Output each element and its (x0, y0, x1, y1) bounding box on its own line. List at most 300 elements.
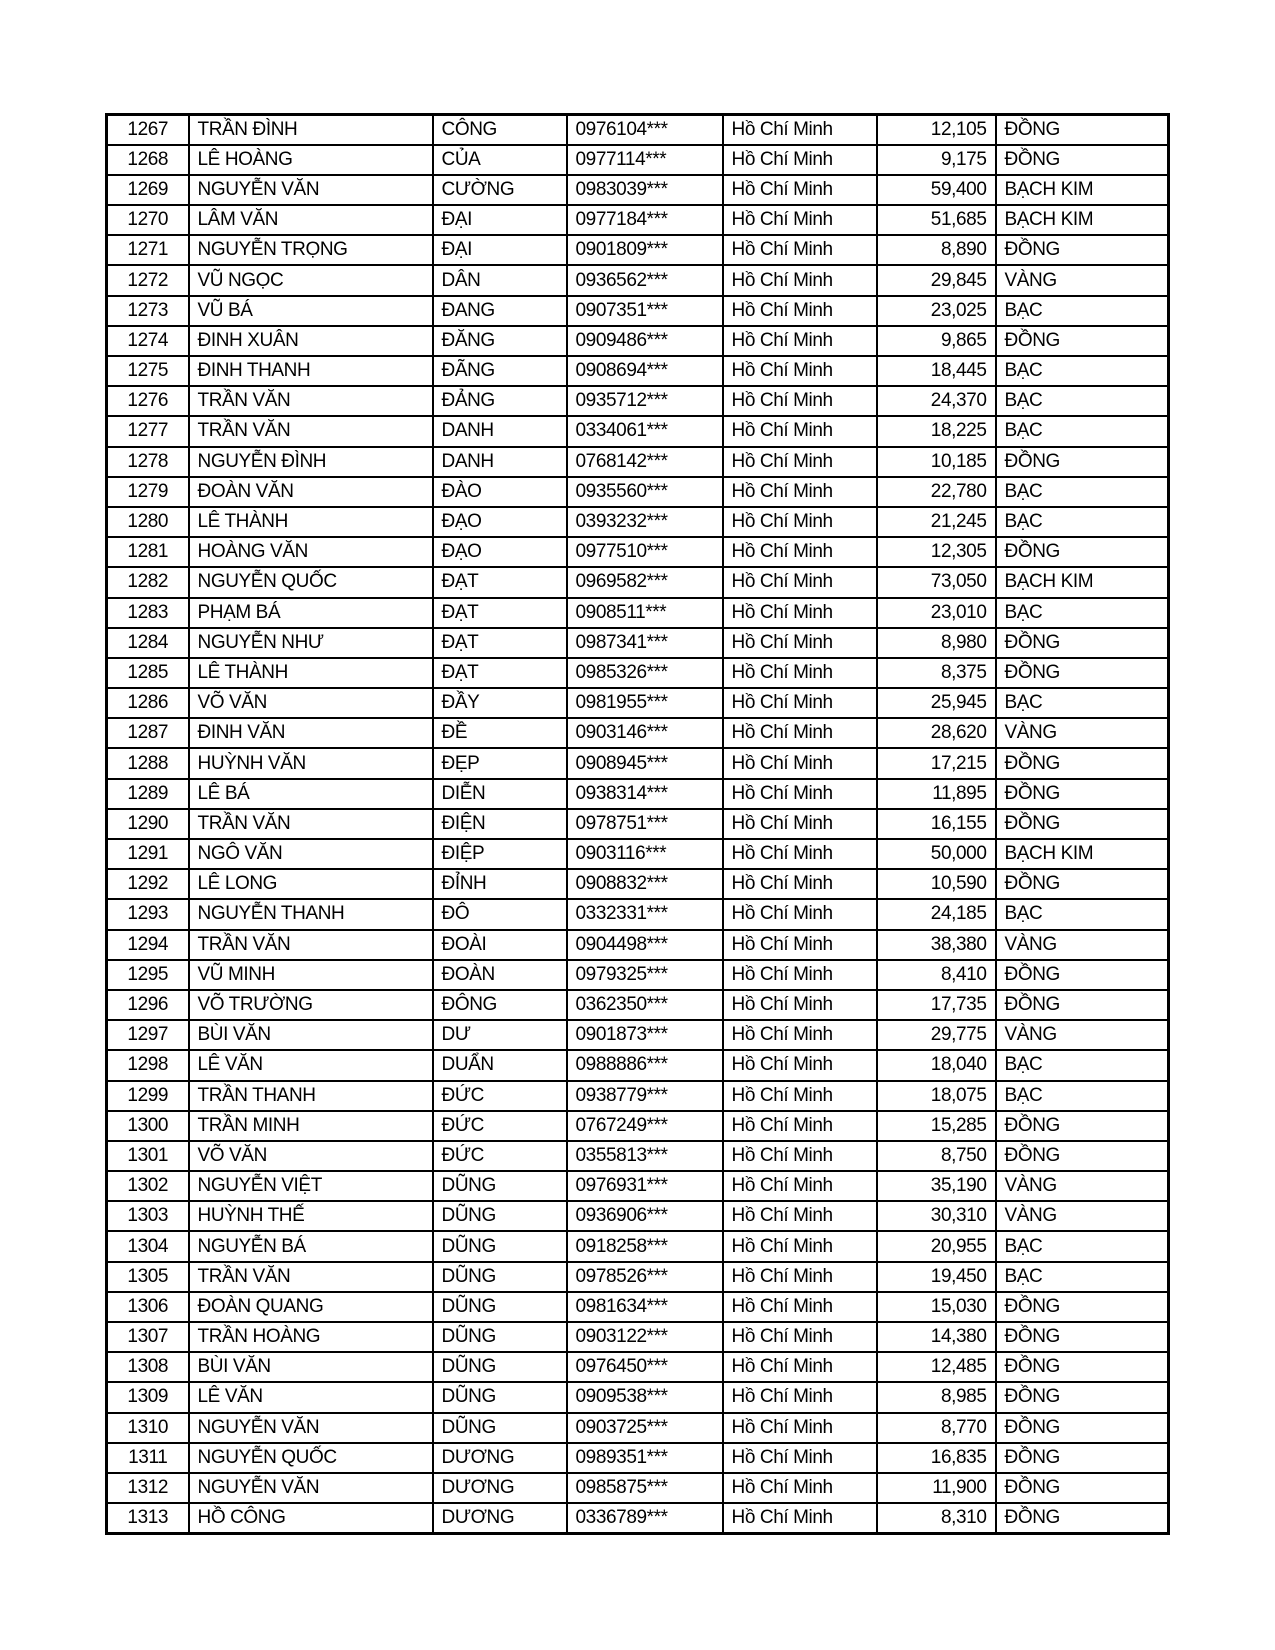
cell-tier: BẠCH KIM (996, 175, 1169, 205)
cell-last-name: ĐINH VĂN (189, 718, 433, 748)
cell-tier: ĐỒNG (996, 779, 1169, 809)
cell-tier: ĐỒNG (996, 235, 1169, 265)
cell-city: Hồ Chí Minh (723, 265, 877, 295)
cell-city: Hồ Chí Minh (723, 1352, 877, 1382)
table-row (107, 1473, 1169, 1503)
cell-tier: ĐỒNG (996, 447, 1169, 477)
cell-last-name: HUỲNH THẾ (189, 1201, 433, 1231)
cell-first-name: DANH (433, 416, 567, 446)
cell-row-number: 1267 (107, 115, 189, 145)
cell-first-name: DƯƠNG (433, 1503, 567, 1533)
cell-tier: ĐỒNG (996, 960, 1169, 990)
cell-tier: ĐỒNG (996, 628, 1169, 658)
cell-row-number: 1305 (107, 1262, 189, 1292)
cell-tier: ĐỒNG (996, 326, 1169, 356)
cell-points: 9,865 (877, 326, 996, 356)
cell-last-name: VÕ VĂN (189, 688, 433, 718)
cell-first-name: ĐÔNG (433, 990, 567, 1020)
table-row (107, 598, 1169, 628)
cell-row-number: 1284 (107, 628, 189, 658)
cell-row-number: 1288 (107, 748, 189, 778)
cell-tier: BẠC (996, 507, 1169, 537)
cell-phone: 0332331*** (567, 899, 723, 929)
cell-row-number: 1271 (107, 235, 189, 265)
cell-points: 38,380 (877, 930, 996, 960)
table-row (107, 1382, 1169, 1412)
cell-city: Hồ Chí Minh (723, 1231, 877, 1261)
cell-city: Hồ Chí Minh (723, 779, 877, 809)
cell-phone: 0983039*** (567, 175, 723, 205)
cell-points: 59,400 (877, 175, 996, 205)
cell-points: 15,030 (877, 1292, 996, 1322)
cell-row-number: 1278 (107, 447, 189, 477)
cell-phone: 0935560*** (567, 477, 723, 507)
cell-first-name: ĐỀ (433, 718, 567, 748)
table-row (107, 1262, 1169, 1292)
cell-tier: BẠC (996, 598, 1169, 628)
cell-last-name: NGUYỄN VĂN (189, 1473, 433, 1503)
cell-tier: ĐỒNG (996, 1473, 1169, 1503)
cell-phone: 0969582*** (567, 567, 723, 597)
cell-city: Hồ Chí Minh (723, 718, 877, 748)
cell-row-number: 1280 (107, 507, 189, 537)
cell-first-name: DŨNG (433, 1352, 567, 1382)
cell-city: Hồ Chí Minh (723, 598, 877, 628)
cell-row-number: 1277 (107, 416, 189, 446)
cell-first-name: DŨNG (433, 1413, 567, 1443)
cell-last-name: NGUYỄN VĂN (189, 175, 433, 205)
cell-row-number: 1298 (107, 1050, 189, 1080)
cell-first-name: ĐIỆN (433, 809, 567, 839)
cell-points: 29,845 (877, 265, 996, 295)
cell-city: Hồ Chí Minh (723, 658, 877, 688)
cell-phone: 0901873*** (567, 1020, 723, 1050)
cell-row-number: 1309 (107, 1382, 189, 1412)
cell-tier: VÀNG (996, 718, 1169, 748)
table-row (107, 869, 1169, 899)
cell-tier: ĐỒNG (996, 869, 1169, 899)
cell-last-name: LÊ THÀNH (189, 507, 433, 537)
cell-phone: 0989351*** (567, 1443, 723, 1473)
table-row (107, 447, 1169, 477)
cell-phone: 0909538*** (567, 1382, 723, 1412)
cell-first-name: DŨNG (433, 1231, 567, 1261)
cell-phone: 0768142*** (567, 447, 723, 477)
cell-city: Hồ Chí Minh (723, 1141, 877, 1171)
cell-points: 28,620 (877, 718, 996, 748)
cell-points: 8,750 (877, 1141, 996, 1171)
cell-row-number: 1290 (107, 809, 189, 839)
table-row (107, 386, 1169, 416)
cell-points: 50,000 (877, 839, 996, 869)
table-row (107, 1322, 1169, 1352)
cell-points: 12,305 (877, 537, 996, 567)
cell-first-name: DŨNG (433, 1262, 567, 1292)
cell-city: Hồ Chí Minh (723, 145, 877, 175)
cell-city: Hồ Chí Minh (723, 1413, 877, 1443)
cell-tier: BẠCH KIM (996, 567, 1169, 597)
cell-row-number: 1304 (107, 1231, 189, 1261)
cell-city: Hồ Chí Minh (723, 567, 877, 597)
cell-last-name: LÊ LONG (189, 869, 433, 899)
table-row (107, 809, 1169, 839)
cell-first-name: ĐỨC (433, 1081, 567, 1111)
cell-points: 19,450 (877, 1262, 996, 1292)
cell-row-number: 1282 (107, 567, 189, 597)
cell-city: Hồ Chí Minh (723, 1382, 877, 1412)
cell-points: 8,375 (877, 658, 996, 688)
cell-points: 18,075 (877, 1081, 996, 1111)
cell-tier: BẠC (996, 1081, 1169, 1111)
cell-points: 73,050 (877, 567, 996, 597)
table-row (107, 235, 1169, 265)
table-row (107, 990, 1169, 1020)
cell-points: 16,835 (877, 1443, 996, 1473)
cell-city: Hồ Chí Minh (723, 477, 877, 507)
cell-first-name: DUẨN (433, 1050, 567, 1080)
cell-first-name: ĐẢNG (433, 386, 567, 416)
cell-tier: BẠC (996, 1050, 1169, 1080)
table-row (107, 1081, 1169, 1111)
cell-phone: 0362350*** (567, 990, 723, 1020)
cell-points: 8,410 (877, 960, 996, 990)
cell-points: 18,445 (877, 356, 996, 386)
table-row (107, 1443, 1169, 1473)
table-row (107, 1050, 1169, 1080)
cell-last-name: BÙI VĂN (189, 1352, 433, 1382)
cell-city: Hồ Chí Minh (723, 930, 877, 960)
cell-points: 18,040 (877, 1050, 996, 1080)
cell-last-name: NGUYỄN ĐÌNH (189, 447, 433, 477)
cell-tier: ĐỒNG (996, 1352, 1169, 1382)
cell-last-name: TRẦN VĂN (189, 930, 433, 960)
cell-phone: 0904498*** (567, 930, 723, 960)
cell-last-name: TRẦN HOÀNG (189, 1322, 433, 1352)
cell-last-name: VŨ NGỌC (189, 265, 433, 295)
cell-first-name: DIỄN (433, 779, 567, 809)
cell-first-name: DŨNG (433, 1171, 567, 1201)
cell-tier: BẠC (996, 1231, 1169, 1261)
table-row (107, 1352, 1169, 1382)
cell-row-number: 1310 (107, 1413, 189, 1443)
table-row (107, 688, 1169, 718)
cell-city: Hồ Chí Minh (723, 235, 877, 265)
cell-phone: 0908511*** (567, 598, 723, 628)
cell-tier: VÀNG (996, 1201, 1169, 1231)
cell-points: 51,685 (877, 205, 996, 235)
cell-points: 9,175 (877, 145, 996, 175)
cell-phone: 0938314*** (567, 779, 723, 809)
cell-first-name: DŨNG (433, 1322, 567, 1352)
cell-points: 8,310 (877, 1503, 996, 1533)
cell-city: Hồ Chí Minh (723, 628, 877, 658)
table-row (107, 1201, 1169, 1231)
cell-last-name: NGÔ VĂN (189, 839, 433, 869)
table-row (107, 477, 1169, 507)
cell-first-name: ĐẠO (433, 507, 567, 537)
cell-tier: BẠC (996, 416, 1169, 446)
table-row (107, 1413, 1169, 1443)
table-row (107, 1231, 1169, 1261)
cell-points: 22,780 (877, 477, 996, 507)
cell-phone: 0977510*** (567, 537, 723, 567)
cell-points: 8,890 (877, 235, 996, 265)
cell-points: 18,225 (877, 416, 996, 446)
cell-tier: VÀNG (996, 1171, 1169, 1201)
table-row (107, 628, 1169, 658)
cell-phone: 0908694*** (567, 356, 723, 386)
cell-first-name: ĐANG (433, 296, 567, 326)
cell-phone: 0938779*** (567, 1081, 723, 1111)
cell-first-name: DƯƠNG (433, 1443, 567, 1473)
member-table (105, 113, 1170, 1535)
cell-first-name: DƯƠNG (433, 1473, 567, 1503)
cell-first-name: CỦA (433, 145, 567, 175)
cell-phone: 0903116*** (567, 839, 723, 869)
cell-last-name: TRẦN THANH (189, 1081, 433, 1111)
cell-last-name: PHẠM BÁ (189, 598, 433, 628)
cell-last-name: NGUYỄN THANH (189, 899, 433, 929)
cell-row-number: 1308 (107, 1352, 189, 1382)
table-row (107, 658, 1169, 688)
cell-tier: ĐỒNG (996, 1443, 1169, 1473)
cell-phone: 0981955*** (567, 688, 723, 718)
cell-points: 8,770 (877, 1413, 996, 1443)
cell-last-name: BÙI VĂN (189, 1020, 433, 1050)
cell-last-name: HOÀNG VĂN (189, 537, 433, 567)
cell-tier: VÀNG (996, 930, 1169, 960)
cell-phone: 0918258*** (567, 1231, 723, 1261)
cell-city: Hồ Chí Minh (723, 990, 877, 1020)
cell-points: 35,190 (877, 1171, 996, 1201)
cell-row-number: 1285 (107, 658, 189, 688)
cell-phone: 0901809*** (567, 235, 723, 265)
cell-first-name: CÔNG (433, 115, 567, 145)
cell-last-name: VÕ VĂN (189, 1141, 433, 1171)
cell-last-name: ĐINH XUÂN (189, 326, 433, 356)
cell-city: Hồ Chí Minh (723, 839, 877, 869)
cell-phone: 0908832*** (567, 869, 723, 899)
cell-tier: ĐỒNG (996, 990, 1169, 1020)
table-row (107, 175, 1169, 205)
cell-phone: 0976931*** (567, 1171, 723, 1201)
cell-tier: ĐỒNG (996, 145, 1169, 175)
cell-tier: VÀNG (996, 265, 1169, 295)
cell-city: Hồ Chí Minh (723, 537, 877, 567)
table-row (107, 930, 1169, 960)
cell-tier: BẠC (996, 296, 1169, 326)
cell-points: 10,590 (877, 869, 996, 899)
cell-tier: BẠCH KIM (996, 839, 1169, 869)
cell-city: Hồ Chí Minh (723, 1171, 877, 1201)
table-row (107, 1111, 1169, 1141)
table-row (107, 1292, 1169, 1322)
cell-phone: 0935712*** (567, 386, 723, 416)
cell-phone: 0978751*** (567, 809, 723, 839)
cell-first-name: DŨNG (433, 1292, 567, 1322)
cell-row-number: 1287 (107, 718, 189, 748)
cell-phone: 0988886*** (567, 1050, 723, 1080)
cell-tier: VÀNG (996, 1020, 1169, 1050)
cell-first-name: ĐÃNG (433, 356, 567, 386)
cell-first-name: DŨNG (433, 1201, 567, 1231)
cell-last-name: ĐINH THANH (189, 356, 433, 386)
cell-city: Hồ Chí Minh (723, 386, 877, 416)
cell-city: Hồ Chí Minh (723, 869, 877, 899)
cell-phone: 0976450*** (567, 1352, 723, 1382)
cell-first-name: ĐÔ (433, 899, 567, 929)
cell-points: 10,185 (877, 447, 996, 477)
table-row (107, 145, 1169, 175)
cell-points: 17,735 (877, 990, 996, 1020)
table-row (107, 1141, 1169, 1171)
cell-tier: BẠC (996, 477, 1169, 507)
cell-row-number: 1293 (107, 899, 189, 929)
cell-points: 23,010 (877, 598, 996, 628)
cell-last-name: NGUYỄN TRỌNG (189, 235, 433, 265)
cell-row-number: 1292 (107, 869, 189, 899)
cell-tier: ĐỒNG (996, 1382, 1169, 1412)
cell-tier: BẠC (996, 688, 1169, 718)
cell-phone: 0334061*** (567, 416, 723, 446)
cell-city: Hồ Chí Minh (723, 1503, 877, 1533)
cell-row-number: 1307 (107, 1322, 189, 1352)
cell-phone: 0977114*** (567, 145, 723, 175)
cell-phone: 0336789*** (567, 1503, 723, 1533)
table-row (107, 205, 1169, 235)
cell-first-name: ĐĂNG (433, 326, 567, 356)
cell-points: 16,155 (877, 809, 996, 839)
cell-tier: ĐỒNG (996, 1141, 1169, 1171)
cell-phone: 0981634*** (567, 1292, 723, 1322)
cell-row-number: 1281 (107, 537, 189, 567)
cell-first-name: ĐÀO (433, 477, 567, 507)
cell-points: 21,245 (877, 507, 996, 537)
table-row (107, 537, 1169, 567)
cell-first-name: ĐẠT (433, 567, 567, 597)
cell-points: 25,945 (877, 688, 996, 718)
cell-points: 12,105 (877, 115, 996, 145)
cell-phone: 0977184*** (567, 205, 723, 235)
cell-last-name: NGUYỄN NHƯ (189, 628, 433, 658)
cell-row-number: 1303 (107, 1201, 189, 1231)
cell-tier: ĐỒNG (996, 1413, 1169, 1443)
cell-city: Hồ Chí Minh (723, 507, 877, 537)
cell-phone: 0908945*** (567, 748, 723, 778)
cell-city: Hồ Chí Minh (723, 447, 877, 477)
cell-points: 23,025 (877, 296, 996, 326)
cell-row-number: 1268 (107, 145, 189, 175)
cell-tier: ĐỒNG (996, 537, 1169, 567)
cell-city: Hồ Chí Minh (723, 1443, 877, 1473)
cell-city: Hồ Chí Minh (723, 960, 877, 990)
table-row (107, 779, 1169, 809)
cell-tier: ĐỒNG (996, 1503, 1169, 1533)
cell-first-name: ĐẠT (433, 658, 567, 688)
cell-phone: 0987341*** (567, 628, 723, 658)
cell-first-name: ĐẠT (433, 598, 567, 628)
cell-phone: 0393232*** (567, 507, 723, 537)
cell-row-number: 1297 (107, 1020, 189, 1050)
cell-last-name: TRẦN VĂN (189, 386, 433, 416)
cell-city: Hồ Chí Minh (723, 1201, 877, 1231)
cell-first-name: ĐẠI (433, 235, 567, 265)
cell-last-name: HUỲNH VĂN (189, 748, 433, 778)
cell-row-number: 1302 (107, 1171, 189, 1201)
cell-city: Hồ Chí Minh (723, 1292, 877, 1322)
cell-city: Hồ Chí Minh (723, 326, 877, 356)
table-row (107, 718, 1169, 748)
cell-city: Hồ Chí Minh (723, 1081, 877, 1111)
cell-row-number: 1270 (107, 205, 189, 235)
table-row (107, 1503, 1169, 1533)
cell-first-name: DÂN (433, 265, 567, 295)
cell-row-number: 1276 (107, 386, 189, 416)
cell-first-name: ĐỨC (433, 1141, 567, 1171)
cell-city: Hồ Chí Minh (723, 416, 877, 446)
cell-points: 14,380 (877, 1322, 996, 1352)
cell-first-name: DŨNG (433, 1382, 567, 1412)
cell-phone: 0985875*** (567, 1473, 723, 1503)
cell-row-number: 1273 (107, 296, 189, 326)
cell-first-name: ĐỨC (433, 1111, 567, 1141)
cell-first-name: DANH (433, 447, 567, 477)
cell-last-name: TRẦN VĂN (189, 1262, 433, 1292)
cell-phone: 0985326*** (567, 658, 723, 688)
cell-row-number: 1279 (107, 477, 189, 507)
cell-row-number: 1274 (107, 326, 189, 356)
cell-phone: 0907351*** (567, 296, 723, 326)
cell-last-name: LÊ THÀNH (189, 658, 433, 688)
cell-last-name: NGUYỄN QUỐC (189, 567, 433, 597)
cell-city: Hồ Chí Minh (723, 1111, 877, 1141)
cell-row-number: 1295 (107, 960, 189, 990)
cell-last-name: TRẦN MINH (189, 1111, 433, 1141)
cell-row-number: 1294 (107, 930, 189, 960)
cell-first-name: ĐOÀI (433, 930, 567, 960)
cell-row-number: 1301 (107, 1141, 189, 1171)
cell-city: Hồ Chí Minh (723, 899, 877, 929)
member-table-body (107, 115, 1169, 1534)
cell-points: 17,215 (877, 748, 996, 778)
cell-row-number: 1283 (107, 598, 189, 628)
cell-row-number: 1269 (107, 175, 189, 205)
cell-last-name: VŨ BÁ (189, 296, 433, 326)
table-row (107, 960, 1169, 990)
cell-phone: 0903146*** (567, 718, 723, 748)
cell-first-name: ĐẠI (433, 205, 567, 235)
cell-first-name: ĐẠT (433, 628, 567, 658)
cell-points: 30,310 (877, 1201, 996, 1231)
cell-tier: BẠC (996, 899, 1169, 929)
cell-phone: 0903122*** (567, 1322, 723, 1352)
cell-row-number: 1296 (107, 990, 189, 1020)
cell-row-number: 1286 (107, 688, 189, 718)
cell-row-number: 1306 (107, 1292, 189, 1322)
table-row (107, 115, 1169, 145)
cell-city: Hồ Chí Minh (723, 1050, 877, 1080)
table-row (107, 1020, 1169, 1050)
cell-first-name: CƯỜNG (433, 175, 567, 205)
cell-city: Hồ Chí Minh (723, 175, 877, 205)
table-row (107, 356, 1169, 386)
cell-tier: ĐỒNG (996, 1111, 1169, 1141)
cell-first-name: DƯ (433, 1020, 567, 1050)
cell-row-number: 1272 (107, 265, 189, 295)
cell-points: 24,370 (877, 386, 996, 416)
cell-points: 15,285 (877, 1111, 996, 1141)
cell-first-name: ĐOÀN (433, 960, 567, 990)
